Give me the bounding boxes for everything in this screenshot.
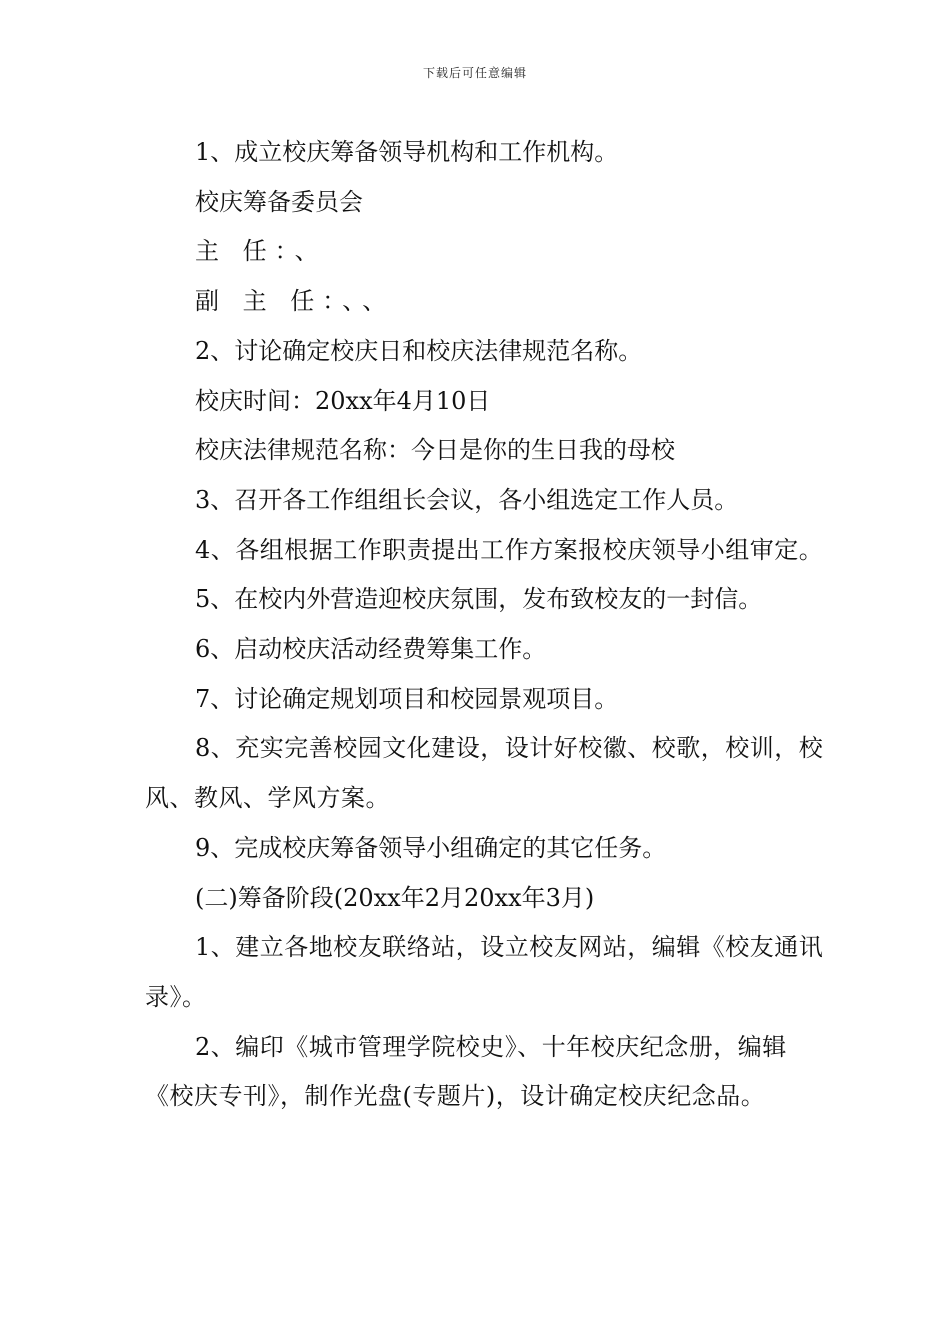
paragraph-prep-2: 2、编印《城市管理学院校史》、十年校庆纪念册，编辑《校庆专刊》，制作光盘(专题片)，设计确定校庆纪念品。 bbox=[145, 1032, 787, 1111]
paragraph-6: 6、启动校庆活动经费筹集工作。 bbox=[195, 635, 547, 664]
paragraph-8: 8、充实完善校园文化建设，设计好校徽、校歌，校训，校风、教风、学风方案。 bbox=[145, 734, 824, 813]
paragraph-anniversary-name: 校庆法律规范名称：今日是你的生日我的母校 bbox=[195, 436, 675, 465]
paragraph-9: 9、完成校庆筹备领导小组确定的其它任务。 bbox=[195, 833, 667, 862]
paragraph-1: 1、成立校庆筹备领导机构和工作机构。 bbox=[195, 138, 619, 166]
paragraph-2: 2、讨论确定校庆日和校庆法律规范名称。 bbox=[195, 336, 643, 365]
paragraph-director: 主 任：、 bbox=[195, 237, 327, 266]
paragraph-vice-director: 副 主 任：、、 bbox=[195, 287, 395, 316]
paragraph-7: 7、讨论确定规划项目和校园景观项目。 bbox=[195, 684, 619, 713]
section-heading-preparation: (二)筹备阶段(20xx年2月20xx年3月) bbox=[195, 883, 595, 912]
paragraph-4: 4、各组根据工作职责提出工作方案报校庆领导小组审定。 bbox=[195, 535, 824, 564]
paragraph-anniversary-date: 校庆时间：20xx年4月10日 bbox=[195, 386, 491, 415]
document-body bbox=[145, 128, 825, 1122]
paragraph-committee-title: 校庆筹备委员会 bbox=[195, 187, 363, 216]
paragraph-5: 5、在校内外营造迎校庆氛围，发布致校友的一封信。 bbox=[195, 585, 763, 614]
paragraph-3: 3、召开各工作组组长会议，各小组选定工作人员。 bbox=[195, 485, 739, 514]
paragraph-prep-1: 1、建立各地校友联络站，设立校友网站，编辑《校友通讯录》。 bbox=[145, 933, 824, 1011]
page-header-note: 下载后可任意编辑 bbox=[422, 66, 527, 80]
